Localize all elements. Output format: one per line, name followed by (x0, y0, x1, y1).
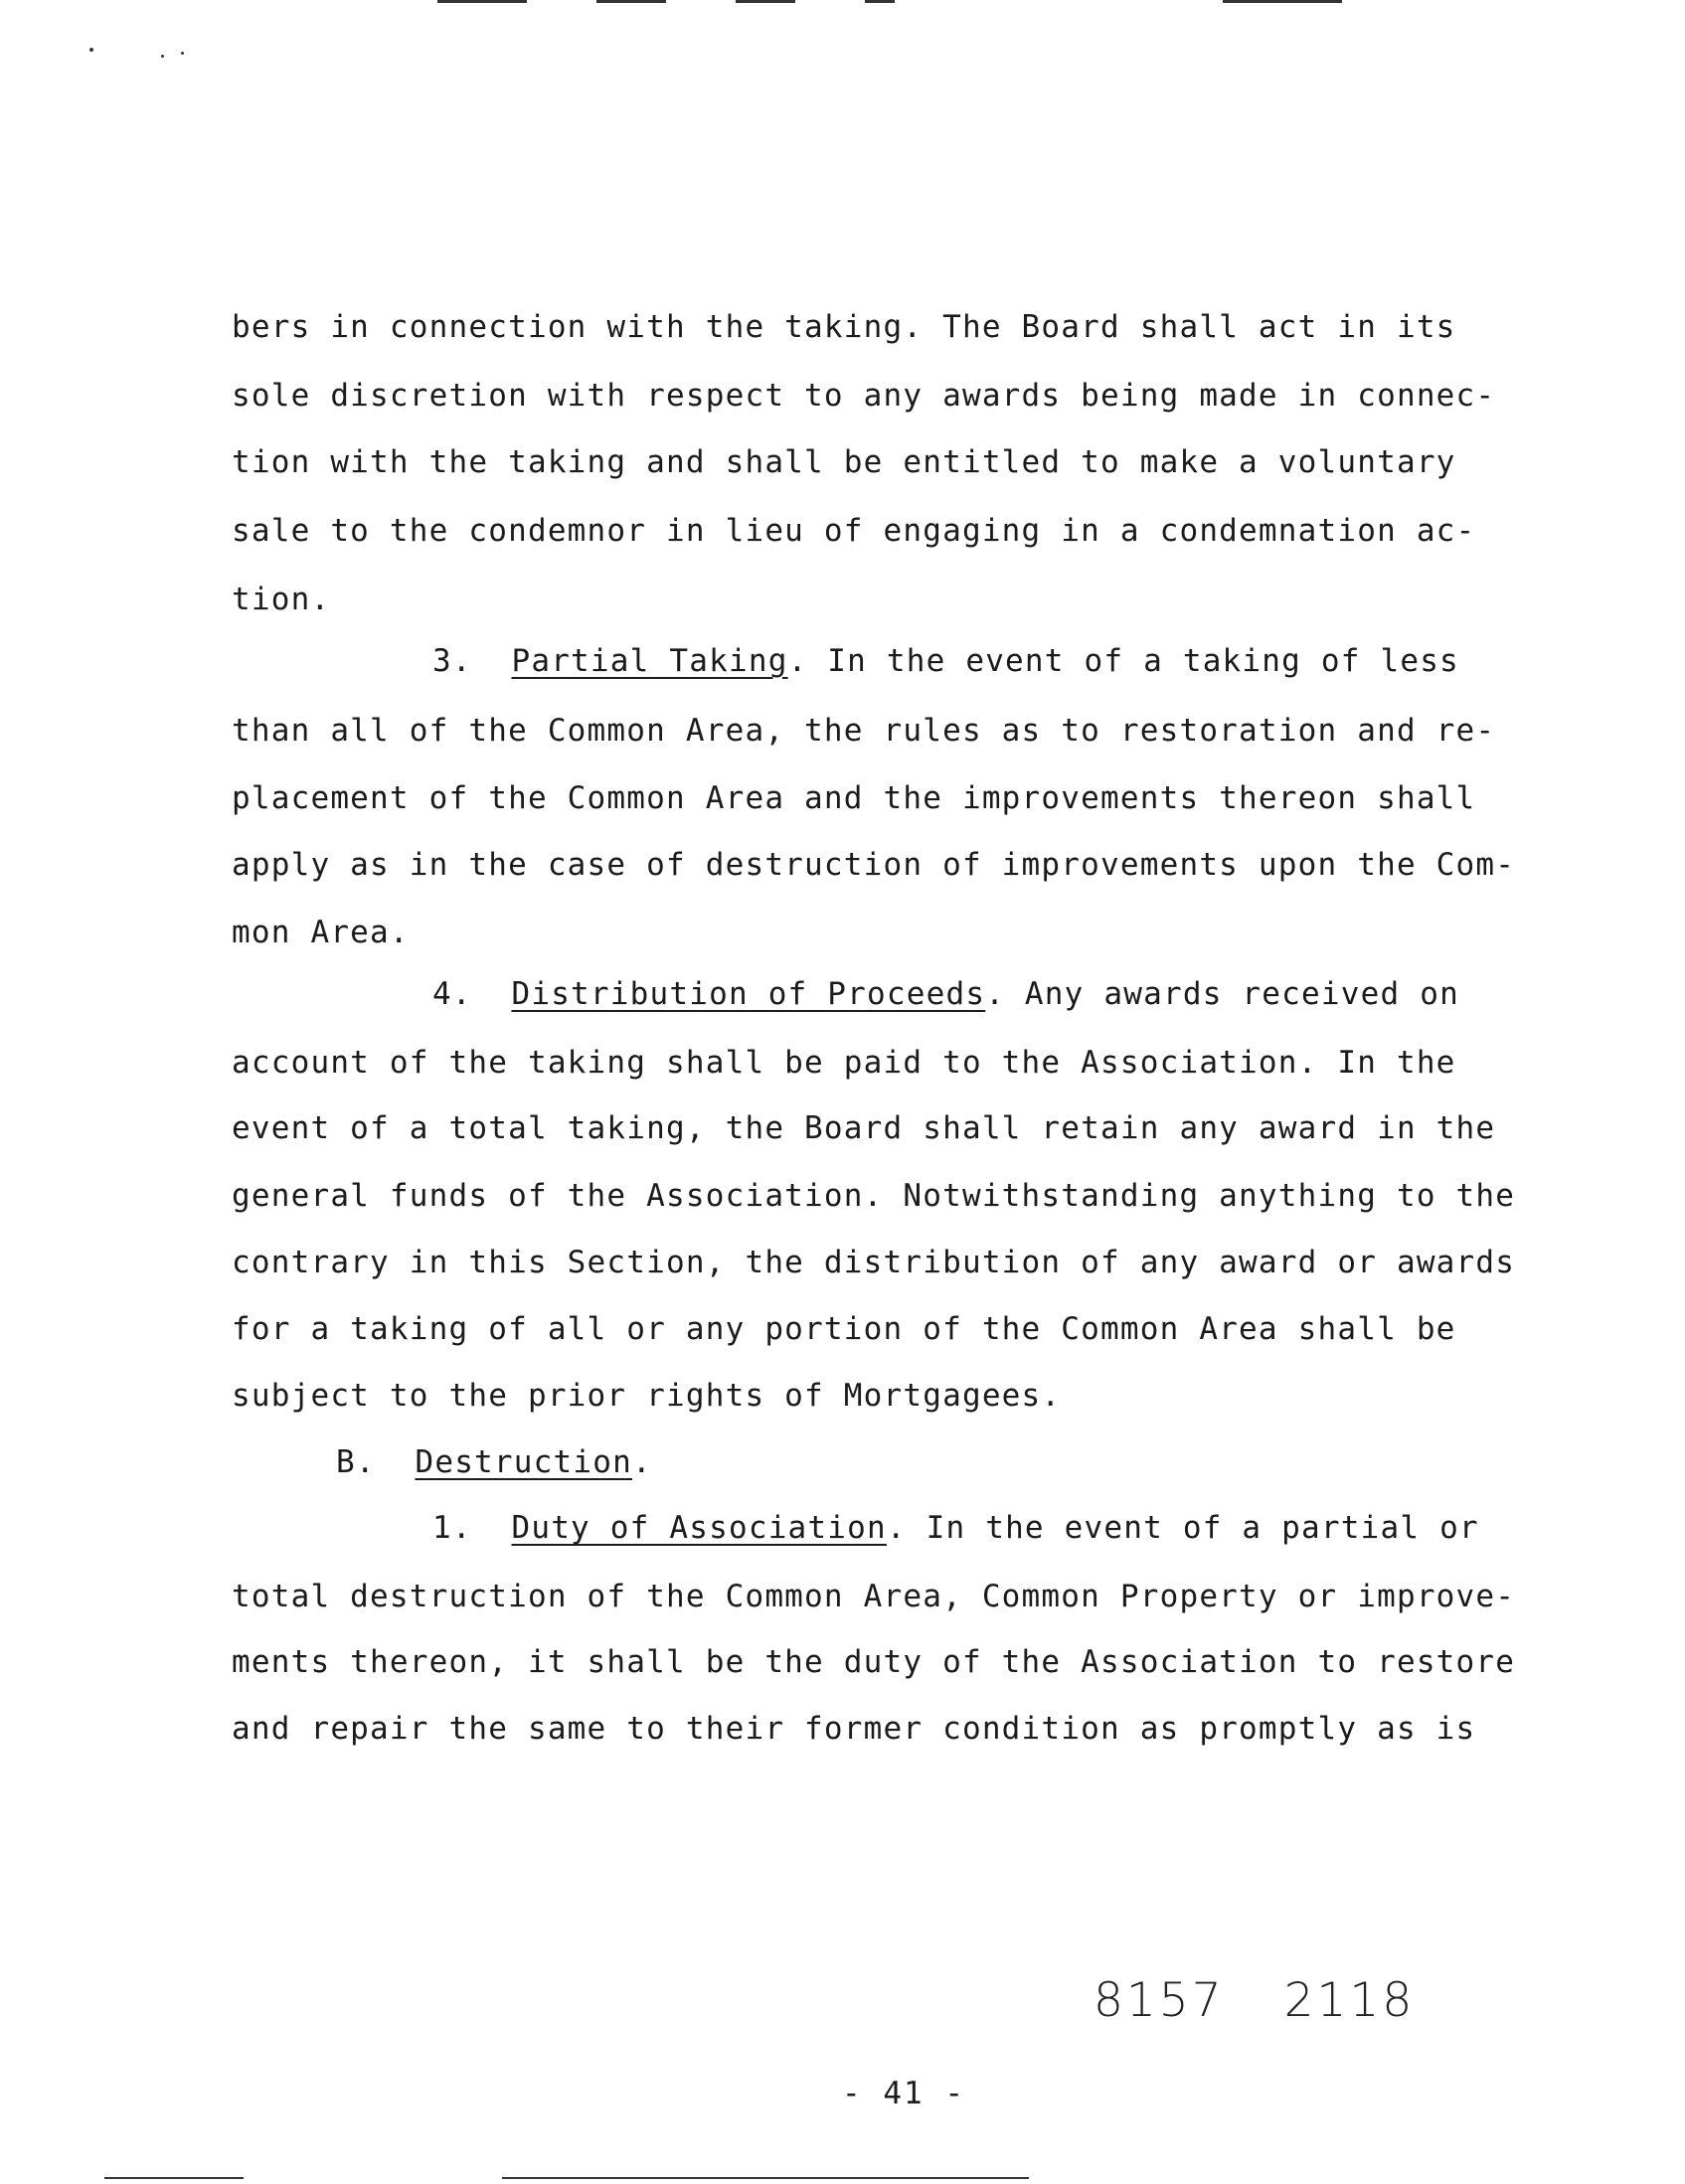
body-line: event of a total taking, the Board shall retain any award in the (232, 1110, 1496, 1146)
body-line: ments thereon, it shall be the duty of the Association to restore (232, 1644, 1516, 1680)
scan-artifact (596, 0, 666, 3)
scan-artifact (89, 48, 93, 52)
section-b1-first-line (432, 1508, 1479, 1548)
section-b1-number: 1. (432, 1510, 472, 1546)
scan-artifact (437, 0, 527, 3)
scan-artifact (865, 0, 895, 3)
body-line: contrary in this Section, the distribution of any award or awards (232, 1245, 1516, 1280)
body-line: tion with the taking and shall be entitled to make a voluntary (232, 444, 1456, 480)
section-b-heading-line (336, 1442, 652, 1482)
page-number: - 41 - (842, 2076, 965, 2111)
body-line: bers in connection with the taking. The Board shall act in its (232, 309, 1456, 345)
body-line: sale to the condemnor in lieu of engaging in a condemnation ac- (232, 513, 1476, 549)
section-3-first-line-rest: . In the event of a taking of less (787, 643, 1459, 679)
stamp-book: 8157 (1094, 1973, 1225, 2028)
body-line: mon Area. (232, 915, 410, 950)
section-3-first-line (432, 641, 1459, 681)
section-b-suffix: . (631, 1444, 652, 1480)
body-line: placement of the Common Area and the improvements thereon shall (232, 780, 1476, 816)
stamp-page: 2118 (1283, 1973, 1416, 2028)
section-4-first-line-rest: . Any awards received on (985, 976, 1459, 1012)
section-4-heading: Distribution of Proceeds (511, 976, 986, 1012)
body-line: and repair the same to their former condition as promptly as is (232, 1711, 1476, 1747)
body-line: total destruction of the Common Area, Common Property or improve- (232, 1579, 1516, 1614)
section-3-heading: Partial Taking (511, 643, 788, 679)
scan-artifact (736, 0, 795, 3)
body-line: account of the taking shall be paid to the Association. In the (232, 1045, 1456, 1081)
body-line: sole discretion with respect to any awards being made in connec- (232, 378, 1496, 414)
section-4-number: 4. (432, 976, 472, 1012)
body-line: tion. (232, 582, 331, 617)
recording-stamp (1094, 1973, 1415, 2028)
body-line: than all of the Common Area, the rules as to restoration and re- (232, 713, 1496, 749)
section-4-first-line (432, 974, 1459, 1014)
section-b1-first-line-rest: . In the event of a partial or (886, 1510, 1479, 1546)
body-line: for a taking of all or any portion of the Common Area shall be (232, 1311, 1456, 1347)
body-line: general funds of the Association. Notwithstanding anything to the (232, 1178, 1516, 1214)
section-b-letter: B. (336, 1444, 376, 1480)
body-line: apply as in the case of destruction of improvements upon the Com- (232, 847, 1516, 883)
scan-artifact (181, 52, 184, 55)
scan-artifact (502, 2177, 1029, 2179)
section-3-number: 3. (432, 643, 472, 679)
scan-artifact (161, 55, 164, 58)
scan-artifact (1223, 0, 1342, 3)
section-b-heading: Destruction (415, 1444, 632, 1480)
section-b1-heading: Duty of Association (511, 1510, 887, 1546)
scan-artifact (104, 2177, 244, 2179)
body-line: subject to the prior rights of Mortgagees. (232, 1378, 1062, 1414)
